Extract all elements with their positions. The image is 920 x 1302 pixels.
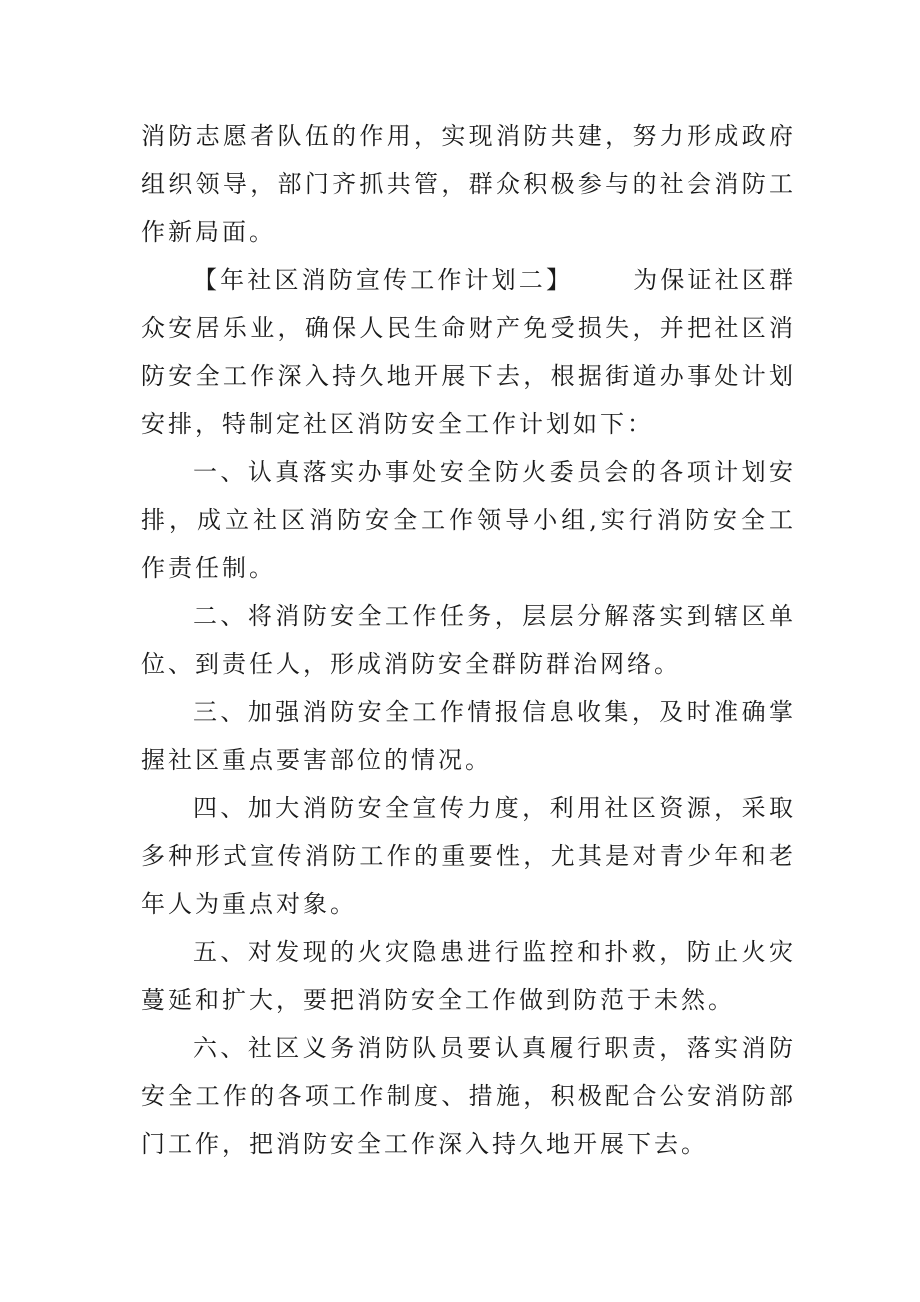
paragraph-item-one: 一、认真落实办事处安全防火委员会的各项计划安排，成立社区消防安全工作领导小组,实行消防安全工作责任制。 <box>141 458 796 582</box>
paragraph-item-four: 四、加大消防安全宣传力度，利用社区资源，采取多种形式宣传消防工作的重要性，尤其是对青少年和老年人为重点对象。 <box>141 794 796 918</box>
paragraph-continuation: 消防志愿者队伍的作用，实现消防共建，努力形成政府组织领导，部门齐抓共管，群众积极参与的社会消防工作新局面。 <box>141 122 796 246</box>
section-heading: 【年社区消防宣传工作计划二】 <box>193 266 574 294</box>
paragraph-item-six: 六、社区义务消防队员要认真履行职责，落实消防安全工作的各项工作制度、措施，积极配合公安消防部门工作，把消防安全工作深入持久地开展下去。 <box>141 1034 796 1158</box>
paragraph-item-three: 三、加强消防安全工作情报信息收集，及时准确掌握社区重点要害部位的情况。 <box>141 698 796 774</box>
document-page <box>141 112 796 1168</box>
paragraph-plan-two-intro <box>141 256 796 448</box>
paragraph-item-two: 二、将消防安全工作任务，层层分解落实到辖区单位、到责任人，形成消防安全群防群治网络。 <box>141 602 796 678</box>
intro-text: 为保证社区群众安居乐业，确保人民生命财产免受损失，并把社区消防安全工作深入持久地开展下去，根据街道办事处计划安排，特制定社区消防安全工作计划如下： <box>141 266 797 438</box>
paragraph-item-five: 五、对发现的火灾隐患进行监控和扑救，防止火灾蔓延和扩大，要把消防安全工作做到防范于未然。 <box>141 938 796 1014</box>
